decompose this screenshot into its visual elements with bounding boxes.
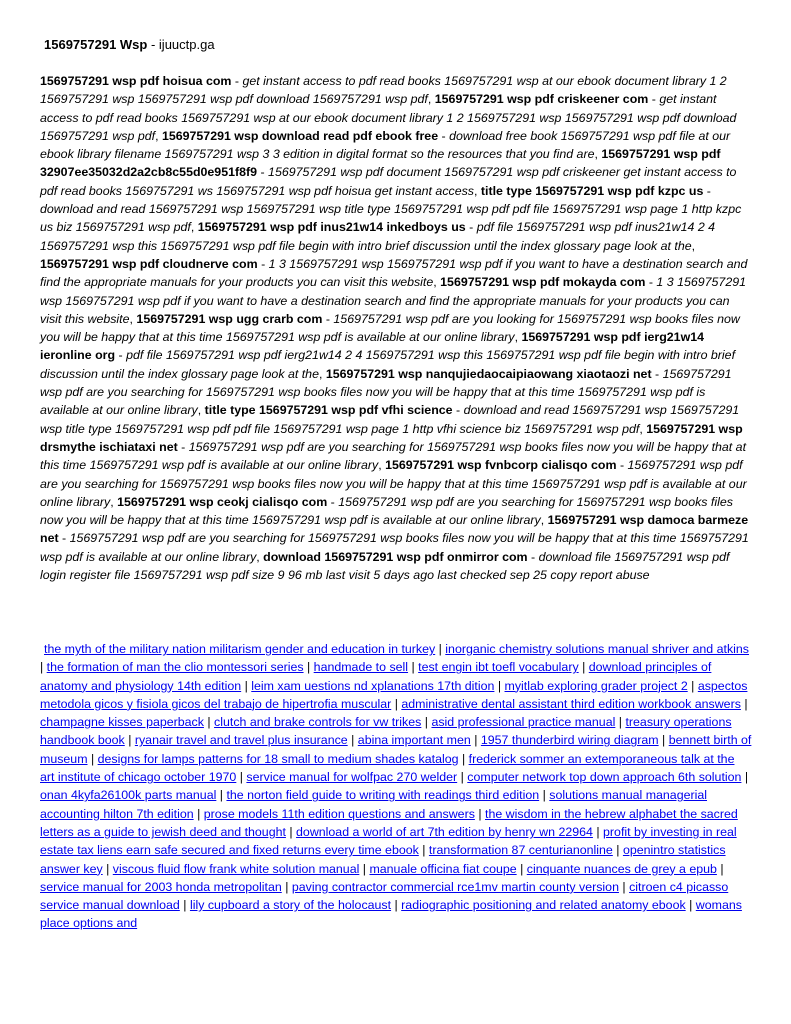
link-separator: | bbox=[391, 898, 402, 913]
result-dash: - bbox=[58, 531, 70, 546]
link-separator: | bbox=[124, 733, 135, 748]
result-snippet: 1569757291 wsp pdf document 1569757291 wsp pdf criskeener get instant access to pdf read books 1569757291 ws 1569757291 wsp pdf hoisua get instant access bbox=[40, 165, 737, 198]
related-link[interactable]: manuale officina fiat coupe bbox=[369, 861, 517, 876]
link-separator: | bbox=[179, 898, 190, 913]
search-results-paragraph bbox=[40, 72, 752, 584]
link-separator: | bbox=[539, 788, 550, 803]
result-dash: - bbox=[327, 494, 339, 509]
related-link[interactable]: download a world of art 7th edition by henry wn 22964 bbox=[296, 824, 593, 839]
result-title: 1569757291 wsp pdf ierg21w14 ieronline org bbox=[40, 330, 704, 363]
result-comma: , bbox=[155, 128, 162, 143]
result-comma: , bbox=[540, 513, 548, 528]
related-link[interactable]: download principles of anatomy and physiology 14th edition bbox=[40, 660, 712, 693]
result-title: title type 1569757291 wsp pdf vfhi science bbox=[204, 403, 453, 418]
result-dash: - bbox=[322, 311, 334, 326]
related-link[interactable]: transformation 87 centurianonline bbox=[428, 843, 613, 858]
result-dash: - bbox=[452, 403, 464, 418]
result-title: 1569757291 wsp pdf mokayda com bbox=[440, 275, 646, 290]
result-title: 1569757291 wsp drsmythe ischiataxi net bbox=[40, 421, 743, 454]
related-link[interactable]: profit by investing in real estate tax liens earn safe secured and fixed returns every time ebook bbox=[40, 824, 737, 858]
link-separator: | bbox=[203, 715, 215, 730]
result-comma: , bbox=[474, 183, 481, 198]
result-dash: - bbox=[257, 165, 269, 180]
result-title: 1569757291 wsp ceokj cialisqo com bbox=[117, 494, 328, 509]
result-comma: , bbox=[378, 458, 386, 473]
link-separator: | bbox=[516, 861, 527, 876]
result-dash: - bbox=[177, 439, 189, 454]
result-snippet: pdf file 1569757291 wsp pdf ierg21w14 2 4 1569757291 wsp this 1569757291 wsp pdf file begin with intro brief discussion until the index glossary page look at the bbox=[40, 348, 736, 381]
link-separator: | bbox=[615, 715, 626, 730]
related-link[interactable]: solutions manual managerial accounting hilton 7th edition bbox=[40, 788, 708, 821]
page-header bbox=[44, 36, 215, 54]
result-snippet: 1 3 1569757291 wsp 1569757291 wsp pdf if you want to have a destination search and find the appropriate manuals for your products you can visit this website bbox=[40, 275, 746, 326]
related-link[interactable]: radiographic positioning and related anatomy ebook bbox=[401, 898, 686, 913]
related-link[interactable]: myitlab exploring grader project 2 bbox=[504, 678, 688, 693]
link-separator: | bbox=[578, 660, 589, 675]
related-link[interactable]: handmade to sell bbox=[313, 660, 409, 675]
result-dash: - bbox=[616, 458, 628, 473]
result-dash: - bbox=[651, 366, 663, 381]
link-separator: | bbox=[87, 751, 98, 766]
result-snippet: get instant access to pdf read books 1569757291 wsp at our ebook document library 1 2 1569757291 wsp 1569757291 wsp pdf download 1569757291 wsp pdf bbox=[40, 92, 737, 143]
link-separator: | bbox=[458, 751, 469, 766]
link-separator: | bbox=[285, 824, 297, 839]
result-snippet: download file 1569757291 wsp pdf login register file 1569757291 wsp pdf size 9 96 mb last visit 5 days ago last checked sep 25 copy report abuse bbox=[40, 549, 730, 583]
related-link[interactable]: bennett birth of museum bbox=[40, 733, 752, 766]
result-dash: - bbox=[703, 183, 711, 198]
related-link[interactable]: treasury operations handbook book bbox=[40, 715, 732, 748]
link-separator: | bbox=[216, 788, 227, 803]
result-title: 1569757291 wsp pdf 32907ee35032d2a2cb8c55d0e951f8f9 bbox=[40, 147, 721, 180]
link-separator: | bbox=[592, 824, 604, 839]
result-snippet: 1569757291 wsp pdf are you searching for 1569757291 wsp books files now you will be happy that at this time 1569757291 wsp pdf is available at our online library bbox=[40, 494, 733, 528]
result-title: download 1569757291 wsp pdf onmirror com bbox=[263, 549, 528, 564]
related-link[interactable]: cinquante nuances de grey a epub bbox=[526, 861, 717, 876]
link-separator: | bbox=[408, 660, 419, 675]
related-link[interactable]: the myth of the military nation militarism gender and education in turkey bbox=[44, 642, 436, 656]
result-snippet: 1569757291 wsp pdf are you looking for 1569757291 wsp books files now you will be happy that at this time 1569757291 wsp pdf is available at our online library bbox=[40, 311, 740, 345]
link-separator: | bbox=[494, 678, 505, 693]
link-separator: | bbox=[421, 715, 432, 730]
link-separator: | bbox=[40, 660, 47, 675]
header-separator: - bbox=[147, 37, 159, 52]
link-separator: | bbox=[347, 733, 358, 748]
result-comma: , bbox=[110, 494, 118, 509]
result-snippet: 1569757291 wsp pdf are you searching for 1569757291 wsp books files now you will be happy that at this time 1569757291 wsp pdf is available at our online library bbox=[40, 458, 747, 509]
link-separator: | bbox=[303, 660, 314, 675]
header-domain: ijuuctp.ga bbox=[158, 37, 215, 52]
link-separator: | bbox=[658, 733, 669, 748]
result-title: 1569757291 wsp damoca barmeze net bbox=[40, 513, 749, 546]
related-link[interactable]: aspectos metodola gicos y fisiola gicos del trabajo de hipertrofia muscular bbox=[40, 678, 748, 711]
result-title: 1569757291 wsp fvnbcorp cialisqo com bbox=[385, 458, 617, 473]
result-comma: , bbox=[691, 238, 696, 253]
related-links-paragraph bbox=[40, 640, 752, 933]
related-link[interactable]: champagne kisses paperback bbox=[40, 715, 204, 730]
link-separator: | bbox=[359, 861, 370, 876]
related-link[interactable]: 1957 thunderbird wiring diagram bbox=[480, 733, 659, 748]
related-link[interactable]: lily cupboard a story of the holocaust bbox=[189, 898, 392, 913]
link-separator: | bbox=[241, 678, 252, 693]
result-title: 1569757291 wsp pdf criskeener com bbox=[434, 92, 649, 107]
result-snippet: pdf file 1569757291 wsp pdf inus21w14 2 4 1569757291 wsp this 1569757291 wsp pdf file begin with intro brief discussion until the index glossary page look at the bbox=[40, 220, 716, 253]
result-dash: - bbox=[115, 348, 127, 363]
related-link[interactable]: service manual for wolfpac 270 welder bbox=[246, 770, 458, 785]
link-separator: | bbox=[236, 770, 247, 785]
related-link[interactable]: clutch and brake controls for vw trikes bbox=[214, 715, 422, 730]
related-link[interactable]: womans place options and bbox=[40, 898, 742, 931]
link-separator: | bbox=[391, 696, 402, 711]
result-comma: , bbox=[433, 275, 441, 290]
result-snippet: download free book 1569757291 wsp pdf file at our ebook library filename 1569757291 wsp 3 3 edition in digital format so the resources that you find are bbox=[40, 128, 731, 162]
link-separator: | bbox=[687, 678, 698, 693]
result-title: 1569757291 wsp pdf hoisua com bbox=[40, 74, 232, 88]
result-comma: , bbox=[639, 421, 647, 436]
result-snippet: 1569757291 wsp pdf are you searching for 1569757291 wsp books files now you will be happy that at this time 1569757291 wsp pdf is available at our online library bbox=[40, 531, 749, 564]
result-snippet: get instant access to pdf read books 1569757291 wsp at our ebook document library 1 2 1569757291 wsp 1569757291 wsp pdf download 1569757291 wsp pdf bbox=[40, 74, 727, 107]
related-link[interactable]: inorganic chemistry solutions manual shriver and atkins bbox=[445, 642, 750, 656]
result-title: 1569757291 wsp pdf inus21w14 inkedboys us bbox=[197, 220, 466, 235]
page-title: 1569757291 Wsp bbox=[44, 37, 148, 52]
result-comma: , bbox=[594, 147, 602, 162]
related-link[interactable]: the norton field guide to writing with readings third edition bbox=[226, 788, 540, 803]
result-title: 1569757291 wsp pdf cloudnerve com bbox=[40, 256, 258, 271]
link-separator: | bbox=[612, 843, 623, 858]
related-link[interactable]: test engin ibt toefl vocabulary bbox=[418, 660, 579, 675]
result-dash: - bbox=[231, 74, 243, 88]
result-dash: - bbox=[465, 220, 477, 235]
related-link[interactable]: service manual for 2003 honda metropolitan bbox=[40, 879, 282, 894]
related-link[interactable]: ryanair travel and travel plus insurance bbox=[134, 733, 348, 748]
related-link[interactable]: prose models 11th edition questions and answers bbox=[203, 806, 475, 821]
result-snippet: 1569757291 wsp pdf are you searching for 1569757291 wsp books files now you will be happy that at this time 1569757291 wsp pdf is available at our online library bbox=[40, 366, 732, 418]
link-separator: | bbox=[685, 898, 696, 913]
related-link[interactable]: administrative dental assistant third edition workbook answers bbox=[401, 696, 741, 711]
related-link[interactable]: openintro statistics answer key bbox=[40, 843, 726, 876]
result-snippet: download and read 1569757291 wsp 1569757291 wsp title type 1569757291 wsp pdf pdf file 1569757291 wsp page 1 http vfhi science biz 1569757291 wsp pdf bbox=[40, 403, 740, 436]
result-snippet: download and read 1569757291 wsp 1569757291 wsp title type 1569757291 wsp pdf pdf file 1569757291 wsp page 1 http kzpc us biz 1569757291 wsp pdf bbox=[40, 202, 742, 235]
related-link[interactable]: leim xam uestions nd xplanations 17th dition bbox=[251, 678, 495, 693]
link-separator: | bbox=[474, 806, 485, 821]
related-link[interactable]: designs for lamps patterns for 18 small to medium shades katalog bbox=[97, 751, 459, 766]
result-comma: , bbox=[514, 330, 522, 345]
link-separator: | bbox=[741, 770, 749, 785]
link-separator: | bbox=[102, 861, 113, 876]
result-title: title type 1569757291 wsp pdf kzpc us bbox=[480, 183, 704, 198]
result-dash: - bbox=[527, 549, 539, 564]
result-dash: - bbox=[645, 275, 657, 290]
related-link[interactable]: abina important men bbox=[357, 733, 471, 748]
result-title: 1569757291 wsp download read pdf ebook free bbox=[161, 128, 439, 143]
link-separator: | bbox=[740, 696, 748, 711]
result-comma: , bbox=[190, 220, 198, 235]
link-separator: | bbox=[435, 642, 446, 656]
result-dash: - bbox=[648, 92, 660, 107]
link-separator: | bbox=[470, 733, 481, 748]
result-title: 1569757291 wsp ugg crarb com bbox=[136, 311, 323, 326]
result-dash: - bbox=[438, 128, 450, 143]
result-comma: , bbox=[318, 366, 326, 381]
result-snippet: 1 3 1569757291 wsp 1569757291 wsp pdf if you want to have a destination search and find the appropriate manuals for your products you can visit this website bbox=[40, 256, 748, 290]
link-separator: | bbox=[418, 843, 429, 858]
result-comma: , bbox=[256, 549, 264, 564]
related-link[interactable]: the formation of man the clio montessori series bbox=[46, 660, 304, 675]
result-title: 1569757291 wsp nanqujiedaocaipiaowang xiaotaozi net bbox=[325, 366, 652, 381]
result-comma: , bbox=[427, 92, 435, 107]
link-separator: | bbox=[716, 861, 724, 876]
link-separator: | bbox=[457, 770, 468, 785]
related-link[interactable]: asid professional practice manual bbox=[431, 715, 616, 730]
link-separator: | bbox=[618, 879, 630, 894]
result-comma: , bbox=[129, 311, 137, 326]
related-link[interactable]: computer network top down approach 6th solution bbox=[467, 770, 742, 785]
result-snippet: 1569757291 wsp pdf are you searching for 1569757291 wsp books files now you will be happy that at this time 1569757291 wsp pdf is available at our online library bbox=[40, 439, 747, 473]
related-link[interactable]: paving contractor commercial rce1mv martin county version bbox=[291, 879, 619, 894]
related-link[interactable]: viscous fluid flow frank white solution manual bbox=[112, 861, 360, 876]
link-separator: | bbox=[281, 879, 292, 894]
related-link[interactable]: frederick sommer an extemporaneous talk at the art institute of chicago october 1970 bbox=[40, 751, 735, 785]
result-dash: - bbox=[257, 256, 269, 271]
result-comma: , bbox=[197, 403, 205, 418]
link-separator: | bbox=[193, 806, 204, 821]
related-link[interactable]: onan 4kyfa26100k parts manual bbox=[40, 788, 217, 803]
related-link[interactable]: the wisdom in the hebrew alphabet the sacred letters as a guide to jewish deed and thought bbox=[40, 806, 738, 839]
related-link[interactable]: citroen c4 picasso service manual download bbox=[40, 879, 729, 913]
